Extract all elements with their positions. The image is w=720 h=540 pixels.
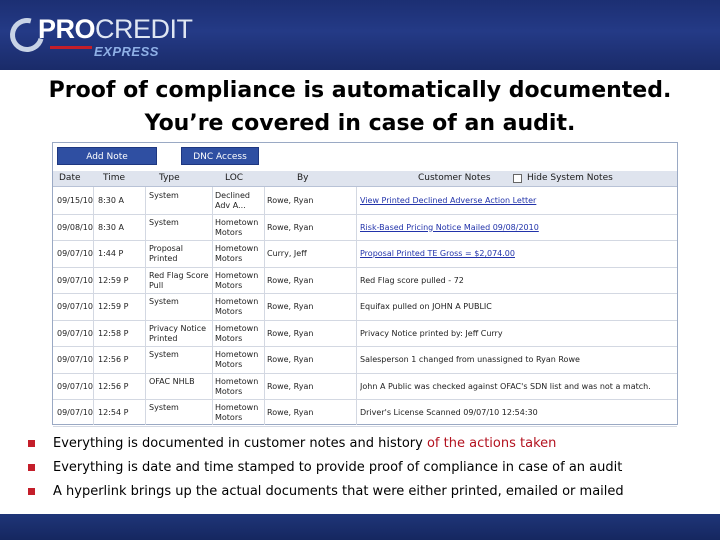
- table-row: [53, 321, 677, 348]
- footer-band: [0, 514, 720, 540]
- table-row: [53, 215, 677, 242]
- row-loc: Hometown Motors: [215, 376, 259, 396]
- bullet-text: [53, 458, 622, 478]
- table-row: [53, 400, 677, 427]
- dnc-access-button[interactable]: DNC Access: [181, 147, 259, 165]
- row-date: 09/07/10: [57, 302, 93, 311]
- row-type: Proposal Printed: [149, 244, 183, 263]
- row-loc: Hometown Motors: [215, 244, 259, 263]
- row-loc: Hometown Motors: [215, 403, 259, 422]
- row-date: 09/07/10: [57, 328, 93, 338]
- row-date: 09/07/10: [57, 275, 93, 285]
- row-date: 09/07/10: [57, 408, 93, 417]
- col-type: Type: [159, 173, 180, 183]
- col-by: By: [297, 173, 309, 183]
- row-type: OFAC NHLB: [149, 376, 195, 386]
- row-type: System: [149, 217, 179, 227]
- col-loc: LOC: [225, 173, 244, 183]
- row-by: Rowe, Ryan: [267, 275, 314, 285]
- bullet-item: [28, 434, 708, 458]
- row-date: 09/08/10: [57, 222, 93, 232]
- row-time: 12:54 P: [98, 408, 129, 417]
- add-note-button[interactable]: Add Note: [57, 147, 157, 165]
- row-date: 09/07/10: [57, 355, 93, 364]
- row-by: Curry, Jeff: [267, 249, 307, 258]
- row-note: John A Public was checked against OFAC's SDN list and was not a match.: [360, 381, 651, 391]
- row-type: System: [149, 297, 179, 306]
- row-time: 12:58 P: [98, 328, 129, 338]
- row-note-link[interactable]: Proposal Printed TE Gross = $2,074.00: [360, 249, 515, 258]
- hide-system-notes-label: Hide System Notes: [527, 173, 613, 183]
- row-type: Red Flag Score Pull: [149, 270, 209, 290]
- row-loc: Hometown Motors: [215, 323, 259, 343]
- bullet-square-icon: [28, 440, 35, 447]
- logo-pro: PRO: [38, 14, 96, 44]
- row-note-link[interactable]: View Printed Declined Adverse Action Letter: [360, 196, 537, 205]
- notes-toolbar: [53, 143, 677, 169]
- row-by: Rowe, Ryan: [267, 408, 314, 417]
- row-by: Rowe, Ryan: [267, 381, 314, 391]
- row-note: Driver's License Scanned 09/07/10 12:54:30: [360, 408, 538, 417]
- row-date: 09/15/10: [57, 196, 93, 205]
- customer-notes-panel: [52, 142, 678, 425]
- row-note: Salesperson 1 changed from unassigned to Ryan Rowe: [360, 355, 580, 364]
- table-row: [53, 294, 677, 321]
- row-time: 1:44 P: [98, 249, 124, 258]
- bullet-text-highlight: of the actions taken: [426, 436, 557, 451]
- row-time: 8:30 A: [98, 196, 124, 205]
- logo-subtitle: EXPRESS: [94, 44, 159, 59]
- headline-line-1: Proof of compliance is automatically documented.: [48, 78, 672, 103]
- row-note: Red Flag score pulled - 72: [360, 275, 464, 285]
- bullet-text: [53, 434, 556, 454]
- row-note-link[interactable]: Risk-Based Pricing Notice Mailed 09/08/2010: [360, 222, 539, 232]
- row-by: Rowe, Ryan: [267, 328, 314, 338]
- logo-wordmark: [38, 14, 193, 45]
- row-time: 12:56 P: [98, 381, 129, 391]
- col-customer-notes: Customer Notes: [418, 173, 491, 183]
- row-time: 12:56 P: [98, 355, 129, 364]
- bullet-item: [28, 458, 708, 482]
- bullet-square-icon: [28, 488, 35, 495]
- row-loc: Hometown Motors: [215, 297, 259, 316]
- table-row: [53, 188, 677, 215]
- row-loc: Hometown Motors: [215, 350, 259, 369]
- headline-line-2: You’re covered in case of an audit.: [144, 111, 576, 136]
- col-time: Time: [103, 173, 126, 183]
- slide-headline: [20, 74, 700, 140]
- table-row: [53, 241, 677, 268]
- bullet-text-main: A hyperlink brings up the actual documents that were either printed, emailed or mailed: [53, 484, 624, 499]
- bullet-list: [28, 434, 708, 506]
- row-type: System: [149, 403, 179, 412]
- row-by: Rowe, Ryan: [267, 355, 314, 364]
- procredit-logo: [10, 10, 193, 60]
- row-loc: Declined Adv A...: [215, 191, 250, 210]
- table-row: [53, 347, 677, 374]
- notes-table-header: [53, 171, 677, 187]
- table-row: [53, 374, 677, 401]
- row-by: Rowe, Ryan: [267, 302, 314, 311]
- row-by: Rowe, Ryan: [267, 196, 314, 205]
- row-loc: Hometown Motors: [215, 270, 259, 290]
- bullet-item: [28, 482, 708, 506]
- logo-underline: [50, 46, 92, 49]
- col-date: Date: [59, 173, 81, 183]
- row-note: Privacy Notice printed by: Jeff Curry: [360, 328, 503, 338]
- row-by: Rowe, Ryan: [267, 222, 314, 232]
- row-loc: Hometown Motors: [215, 217, 259, 237]
- bullet-square-icon: [28, 464, 35, 471]
- row-note: Equifax pulled on JOHN A PUBLIC: [360, 302, 492, 311]
- row-date: 09/07/10: [57, 249, 93, 258]
- row-date: 09/07/10: [57, 381, 93, 391]
- row-type: System: [149, 350, 179, 359]
- bullet-text-main: Everything is date and time stamped to provide proof of compliance in case of an audit: [53, 460, 623, 475]
- row-time: 12:59 P: [98, 302, 129, 311]
- hide-system-notes-checkbox[interactable]: [513, 174, 522, 183]
- row-type: System: [149, 191, 179, 200]
- bullet-text: [53, 482, 624, 502]
- table-row: [53, 268, 677, 295]
- row-type: Privacy Notice Printed: [149, 323, 207, 343]
- logo-credit: CREDIT: [95, 14, 193, 44]
- notes-table-body: [53, 188, 677, 427]
- bullet-text-main: Everything is documented in customer notes and history: [53, 436, 427, 451]
- row-time: 8:30 A: [98, 222, 124, 232]
- header-band: [0, 0, 720, 70]
- row-time: 12:59 P: [98, 275, 129, 285]
